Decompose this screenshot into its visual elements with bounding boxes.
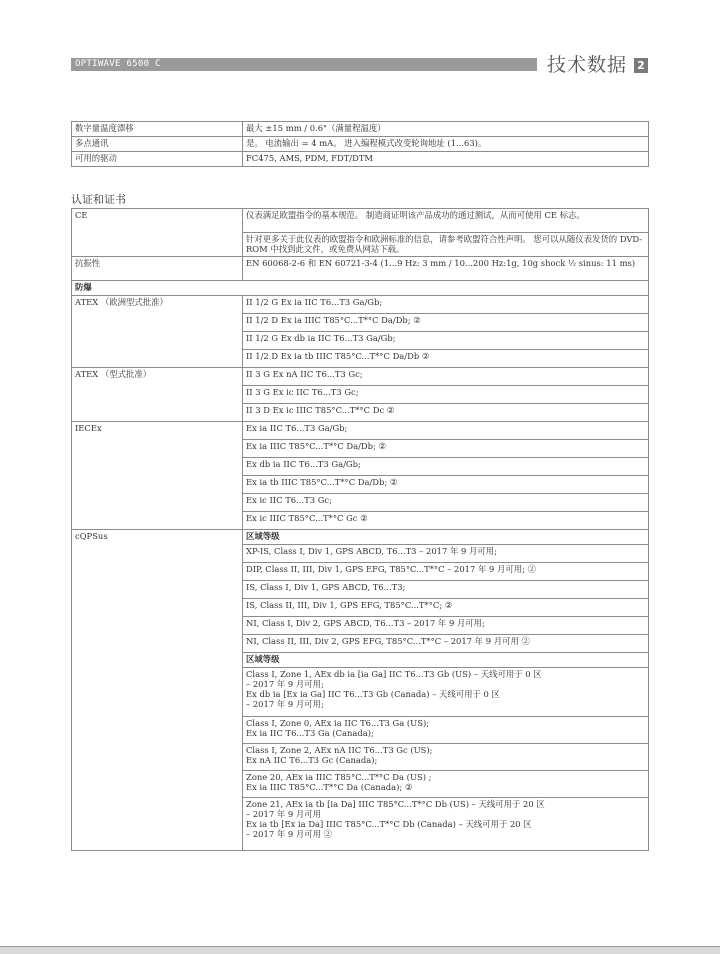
zone-line: Class I, Zone 1, AEx db ia [ia Ga] IIC T6...T3 Gb (US) – 天线可用于 0 区 <box>246 669 542 679</box>
zone-line: Zone 21, AEx ia tb [ia Da] IIIC T85°C...T*°C Db (US) – 天线可用于 20 区 <box>246 799 545 809</box>
atex-type-item: II 3 G Ex nA IIC T6...T3 Gc; <box>243 368 649 386</box>
table-row <box>72 152 649 167</box>
atex-eu-item: II 1/2 G Ex ia IIC T6...T3 Ga/Gb; <box>243 296 649 314</box>
atex-type-item: II 3 G Ex ic IIC T6...T3 Gc; <box>243 386 649 404</box>
table-row <box>72 122 649 137</box>
cqpsus-group-title: 区域等级 <box>243 530 649 545</box>
zone-line: Ex nA IIC T6...T3 Gc (Canada); <box>246 755 378 765</box>
ce-label: CE <box>72 209 243 257</box>
ce-text-1: 仪表满足欧盟指令的基本规范。 制造商证明该产品成功的通过测试，从而可使用 CE 标志。 <box>243 209 649 233</box>
cqpsus-zone-item <box>243 668 649 717</box>
zone-line: Ex ia tb [Ex ia Da] IIIC T85°C...T*°C Db (Canada) – 天线可用于 20 区 <box>246 819 532 829</box>
row-label: 多点通讯 <box>72 137 243 152</box>
spec-table <box>71 121 649 167</box>
header-bar <box>71 58 537 71</box>
cqpsus-item: NI, Class I, Div 2, GPS ABCD, T6...T3 – 2017 年 9 月可用; <box>243 617 649 635</box>
zone-line: – 2017 年 9 月可用 ② <box>246 829 333 839</box>
iecex-item: Ex ia IIIC T85°C...T*°C Da/Db; ② <box>243 440 649 458</box>
page-title: 技术数据 <box>547 54 628 76</box>
zone-line: Class I, Zone 2, AEx nA IIC T6...T3 Gc (US); <box>246 745 433 755</box>
explosion-heading: 防爆 <box>72 281 649 296</box>
product-name: OPTIWAVE 6500 C <box>75 59 161 69</box>
cqpsus-item: IS, Class II, III, Div 1, GPS EFG, T85°C...T*°C; ② <box>243 599 649 617</box>
vibration-label: 抗振性 <box>72 257 243 281</box>
certification-table <box>71 208 649 851</box>
iecex-item: Ex ia tb IIIC T85°C...T*°C Da/Db; ② <box>243 476 649 494</box>
table-row <box>72 422 649 440</box>
cqpsus-item: IS, Class I, Div 1, GPS ABCD, T6...T3; <box>243 581 649 599</box>
zone-line: Ex ia IIIC T85°C...T*°C Da (Canada); ② <box>246 782 413 792</box>
cqpsus-zone-item <box>243 717 649 744</box>
row-label: 数字量温度漂移 <box>72 122 243 137</box>
zone-line: – 2017 年 9 月可用; <box>246 679 324 689</box>
cqpsus-label: cQPSus <box>72 530 243 851</box>
zone-line: Class I, Zone 0, AEx ia IIC T6...T3 Ga (US); <box>246 718 430 728</box>
cqpsus-zone-item <box>243 744 649 771</box>
row-value: 是。 电流输出 = 4 mA。 进入编程模式改变轮询地址 (1...63)。 <box>243 137 649 152</box>
cqpsus-item: NI, Class II, III, Div 2, GPS EFG, T85°C...T*°C – 2017 年 9 月可用 ② <box>243 635 649 653</box>
ce-text-2: 针对更多关于此仪表的欧盟指令和欧洲标准的信息，请参考欧盟符合性声明。 您可以从随仪表发货的 DVD-ROM 中找到此文件，或免费从网站下载。 <box>243 233 649 257</box>
vibration-value: EN 60068-2-6 和 EN 60721-3-4 (1...9 Hz: 3 mm / 10...200 Hz:1g, 10g shock ½ sinus: 11 ms) <box>243 257 649 281</box>
cqpsus-item: DIP, Class II, III, Div 1, GPS EFG, T85°C...T*°C – 2017 年 9 月可用; ② <box>243 563 649 581</box>
iecex-item: Ex ia IIC T6...T3 Ga/Gb; <box>243 422 649 440</box>
cqpsus-group-title: 区域等级 <box>243 653 649 668</box>
atex-eu-item: II 1/2 G Ex db ia IIC T6...T3 Ga/Gb; <box>243 332 649 350</box>
table-row <box>72 137 649 152</box>
cqpsus-zone-item <box>243 771 649 798</box>
zone-line: – 2017 年 9 月可用 <box>246 809 321 819</box>
table-row <box>72 296 649 314</box>
table-row <box>72 368 649 386</box>
zone-line: Ex ia IIC T6...T3 Ga (Canada); <box>246 728 374 738</box>
atex-type-label: ATEX （型式批准） <box>72 368 243 422</box>
atex-eu-label: ATEX （欧洲型式批准） <box>72 296 243 368</box>
cqpsus-item: XP-IS, Class I, Div 1, GPS ABCD, T6...T3 – 2017 年 9 月可用; <box>243 545 649 563</box>
atex-eu-item: II 1/2 D Ex ia IIIC T85°C...T*°C Da/Db; ② <box>243 314 649 332</box>
zone-line: Ex db ia [Ex ia Ga] IIC T6...T3 Gb (Canada) – 天线可用于 0 区 <box>246 689 500 699</box>
chapter-number: 2 <box>634 58 648 73</box>
iecex-item: Ex ic IIIC T85°C...T*°C Gc ② <box>243 512 649 530</box>
cqpsus-zone-item <box>243 798 649 851</box>
atex-eu-item: II 1/2 D Ex ia tb IIIC T85°C...T*°C Da/Db ② <box>243 350 649 368</box>
row-label: 可用的驱动 <box>72 152 243 167</box>
table-row <box>72 209 649 233</box>
table-row <box>72 530 649 545</box>
row-value: 最大 ±15 mm / 0.6"（满量程温度） <box>243 122 649 137</box>
iecex-item: Ex ic IIC T6...T3 Gc; <box>243 494 649 512</box>
section-title: 认证和证书 <box>71 193 126 206</box>
iecex-item: Ex db ia IIC T6...T3 Ga/Gb; <box>243 458 649 476</box>
row-value: FC475, AMS, PDM, FDT/DTM <box>243 152 649 167</box>
zone-line: – 2017 年 9 月可用; <box>246 699 324 709</box>
table-row <box>72 281 649 296</box>
table-row <box>72 257 649 281</box>
iecex-label: IECEx <box>72 422 243 530</box>
atex-type-item: II 3 D Ex ic IIIC T85°C...T*°C Dc ② <box>243 404 649 422</box>
zone-line: Zone 20, AEx ia IIIC T85°C...T*°C Da (US) ; <box>246 772 432 782</box>
